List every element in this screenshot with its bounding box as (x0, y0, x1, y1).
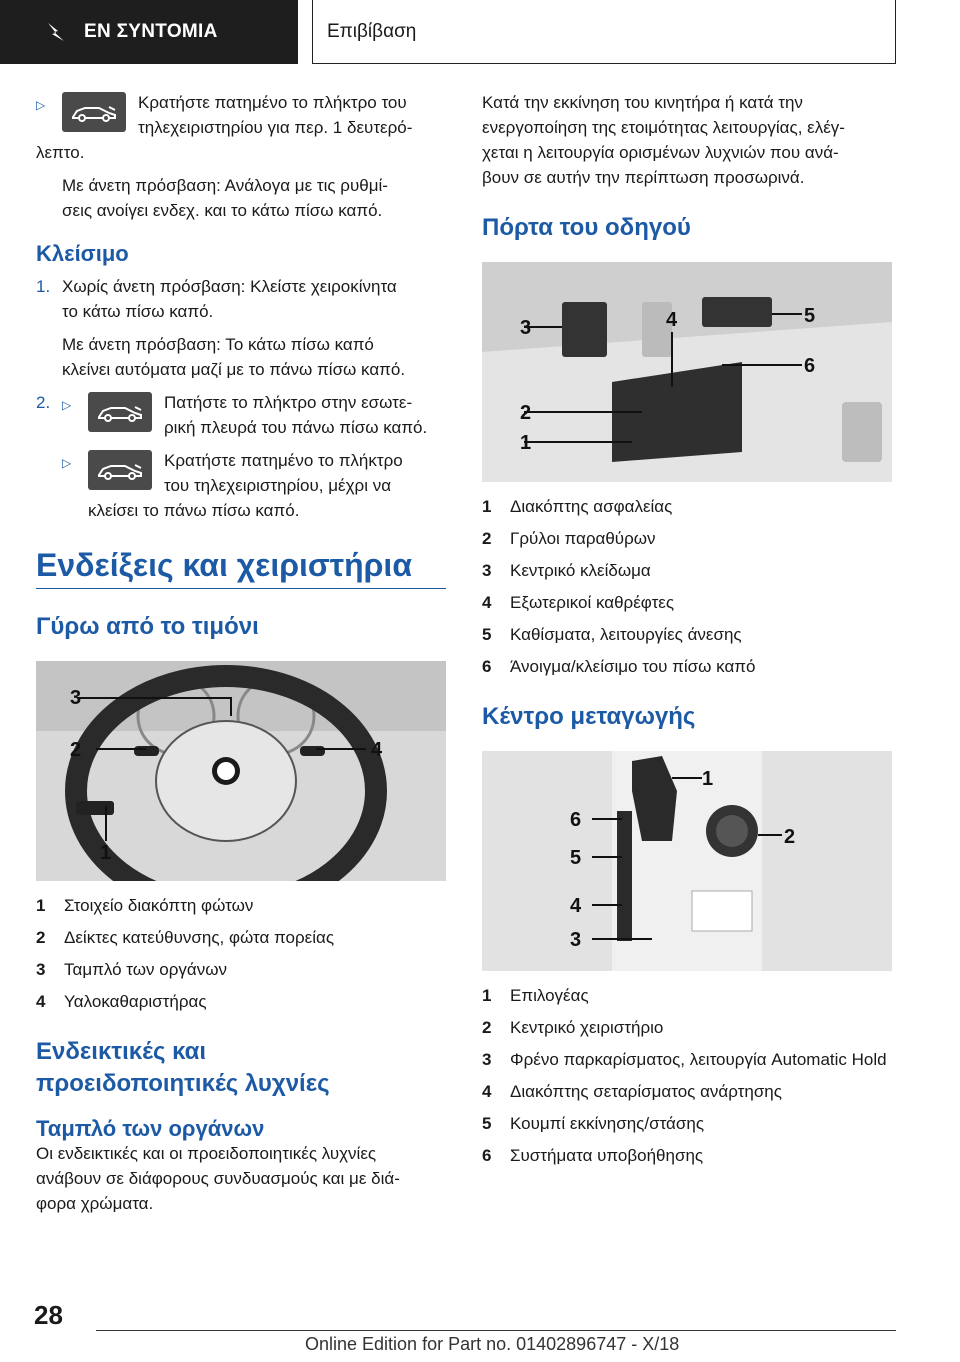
svg-text:3: 3 (570, 929, 582, 951)
text-line: βουν σε αυτήν την περίπτωση προσωρινά. (482, 168, 805, 187)
legend-text: Υαλοκαθαριστήρας (64, 992, 207, 1011)
text-line: φορα χρώματα. (36, 1194, 154, 1213)
legend-number: 1 (36, 896, 46, 915)
text-line: Κρατήστε πατημένο το πλήκτρο του (138, 93, 407, 112)
lightning-icon (44, 21, 68, 43)
legend-number: 1 (482, 497, 492, 516)
text-line: κλείνει αυτόματα μαζί με το πάνω πίσω καπό. (62, 360, 406, 379)
legend-number: 5 (482, 625, 492, 644)
text-line: λεπτο. (36, 143, 85, 162)
steering-wheel-legend (36, 893, 446, 1014)
instrument-cluster-text (36, 1141, 446, 1216)
heading-line: προειδοποιητικές λυχνίες (36, 1070, 330, 1097)
text-line: Με άνετη πρόσβαση: Το κάτω πίσω καπό (62, 335, 374, 354)
legend-text: Επιλογέας (510, 986, 589, 1005)
legend-number: 2 (482, 529, 492, 548)
driver-door-legend (482, 494, 892, 679)
legend-text: Γρύλοι παραθύρων (510, 529, 656, 548)
step-2 (36, 390, 446, 440)
text-line: Με άνετη πρόσβαση: Ανάλογα με τις ρυθμί- (62, 176, 388, 195)
text-line: χεται η λειτουργία ορισμένων λυχνιών που ανά- (482, 143, 839, 162)
legend-number: 3 (482, 1050, 492, 1069)
svg-text:4: 4 (371, 739, 383, 761)
car-trunk-key-icon (62, 92, 126, 132)
svg-text:2: 2 (520, 402, 532, 424)
chapter-title-text: Επιβίβαση (327, 20, 417, 42)
right-column (482, 90, 892, 1175)
legend-number: 4 (482, 593, 492, 612)
legend-item (482, 526, 892, 551)
text-line: ανάβουν σε διάφορους συνδυασμούς και με διά- (36, 1169, 400, 1188)
legend-item (482, 1143, 892, 1168)
legend-number: 5 (482, 1114, 492, 1133)
footer-divider (96, 1330, 896, 1331)
step-number: 1. (36, 277, 51, 296)
svg-text:6: 6 (804, 355, 816, 377)
legend-number: 3 (482, 561, 492, 580)
chapter-tab[interactable] (0, 0, 298, 64)
legend-item (36, 989, 446, 1014)
legend-text: Ταμπλό των οργάνων (64, 960, 227, 979)
text-line: κλείσει το πάνω πίσω καπό. (88, 501, 300, 520)
legend-number: 6 (482, 1146, 492, 1165)
legend-number: 4 (482, 1082, 492, 1101)
text-line: Κρατήστε πατημένο το πλήκτρο (164, 451, 403, 470)
legend-item (36, 893, 446, 918)
heading-line: Ενδεικτικές και (36, 1038, 207, 1065)
legend-text: Κουμπί εκκίνησης/στάσης (510, 1114, 705, 1133)
legend-item (482, 1079, 892, 1104)
legend-item (482, 590, 892, 615)
legend-item (482, 983, 892, 1008)
chapter-tab-label: ΕΝ ΣΥΝΤΟΜΙΑ (84, 21, 218, 42)
svg-text:4: 4 (570, 895, 582, 917)
svg-text:1: 1 (100, 842, 112, 864)
svg-text:5: 5 (804, 305, 816, 327)
legend-text: Κεντρικό χειριστήριο (510, 1018, 664, 1037)
legend-item (482, 622, 892, 647)
comfort-access-note (36, 173, 446, 223)
startup-check-text (482, 90, 892, 190)
edition-info: Online Edition for Part no. 01402896747 - X/18 (305, 1334, 680, 1354)
legend-number: 1 (482, 986, 492, 1005)
legend-text: Καθίσματα, λειτουργίες άνεσης (510, 625, 742, 644)
step-number: 2. (36, 393, 51, 412)
svg-text:4: 4 (666, 309, 678, 331)
text-line: ενεργοποίηση της ετοιμότητας λειτουργίας, ελέγ- (482, 118, 845, 137)
legend-item (482, 1111, 892, 1136)
svg-text:1: 1 (702, 768, 714, 790)
svg-text:2: 2 (784, 826, 796, 848)
legend-text: Διακόπτης σεταρίσματος ανάρτησης (510, 1082, 782, 1101)
legend-text: Κεντρικό κλείδωμα (510, 561, 651, 580)
triangle-bullet-icon: ▷ (62, 398, 72, 412)
legend-text: Στοιχείο διακόπτη φώτων (64, 896, 254, 915)
legend-number: 6 (482, 657, 492, 676)
legend-item (36, 957, 446, 982)
step-2-remote (36, 448, 446, 498)
text-line: του τηλεχειριστηρίου, μέχρι να (164, 476, 392, 495)
text-line: τηλεχειριστηρίου για περ. 1 δευτερό- (138, 118, 413, 137)
closing-heading: Κλείσιμο (36, 241, 129, 266)
legend-number: 3 (36, 960, 46, 979)
svg-text:2: 2 (70, 739, 82, 761)
car-trunk-key-icon (88, 450, 152, 490)
step-1 (36, 274, 446, 382)
center-console-legend (482, 983, 892, 1168)
driver-door-photo (482, 262, 892, 482)
text-line: Κατά την εκκίνηση του κινητήρα ή κατά την (482, 93, 803, 112)
triangle-bullet-icon: ▷ (62, 456, 72, 470)
text-line: Οι ενδεικτικές και οι προειδοποιητικές λυχνίες (36, 1144, 377, 1163)
legend-text: Δείκτες κατεύθυνσης, φώτα πορείας (64, 928, 335, 947)
triangle-bullet-icon: ▷ (36, 98, 46, 112)
legend-text: Φρένο παρκαρίσματος, λειτουργία Automatic Hold (510, 1050, 887, 1069)
page-number: 28 (34, 1300, 63, 1330)
legend-number: 2 (482, 1018, 492, 1037)
legend-item (482, 1015, 892, 1040)
svg-text:1: 1 (520, 432, 532, 454)
center-console-photo (482, 751, 892, 971)
instrument-cluster-heading: Ταμπλό των οργάνων (36, 1116, 265, 1141)
text-line: Χωρίς άνετη πρόσβαση: Κλείστε χειροκίνητα (62, 277, 397, 296)
legend-item (482, 558, 892, 583)
car-trunk-key-icon (88, 392, 152, 432)
steering-wheel-heading: Γύρω από το τιμόνι (36, 613, 259, 640)
driver-door-heading: Πόρτα του οδηγού (482, 214, 691, 241)
text-line: ρική πλευρά του πάνω πίσω καπό. (164, 418, 428, 437)
legend-item (482, 1047, 892, 1072)
svg-text:6: 6 (570, 809, 582, 831)
legend-text: Διακόπτης ασφαλείας (510, 497, 673, 516)
text-line: Πατήστε το πλήκτρο στην εσωτε- (164, 393, 413, 412)
indicator-lamps-heading (36, 1036, 446, 1100)
main-heading: Ενδείξεις και χειριστήρια (36, 553, 446, 589)
chapter-title (312, 0, 896, 64)
legend-item (482, 654, 892, 679)
hold-key-instruction (36, 90, 446, 140)
legend-text: Εξωτερικοί καθρέφτες (510, 593, 675, 612)
svg-text:3: 3 (520, 317, 532, 339)
text-line: σεις ανοίγει ενδεχ. και το κάτω πίσω καπό. (62, 201, 383, 220)
svg-text:3: 3 (70, 687, 82, 709)
steering-wheel-photo (36, 661, 446, 881)
legend-number: 4 (36, 992, 46, 1011)
center-console-heading: Κέντρο μεταγωγής (482, 703, 696, 730)
left-column (36, 90, 446, 1216)
legend-text: Άνοιγμα/κλείσιμο του πίσω καπό (510, 657, 756, 676)
text-line: το κάτω πίσω καπό. (62, 302, 214, 321)
legend-number: 2 (36, 928, 46, 947)
legend-item (36, 925, 446, 950)
svg-text:5: 5 (570, 847, 582, 869)
legend-item (482, 494, 892, 519)
legend-text: Συστήματα υποβοήθησης (510, 1146, 704, 1165)
